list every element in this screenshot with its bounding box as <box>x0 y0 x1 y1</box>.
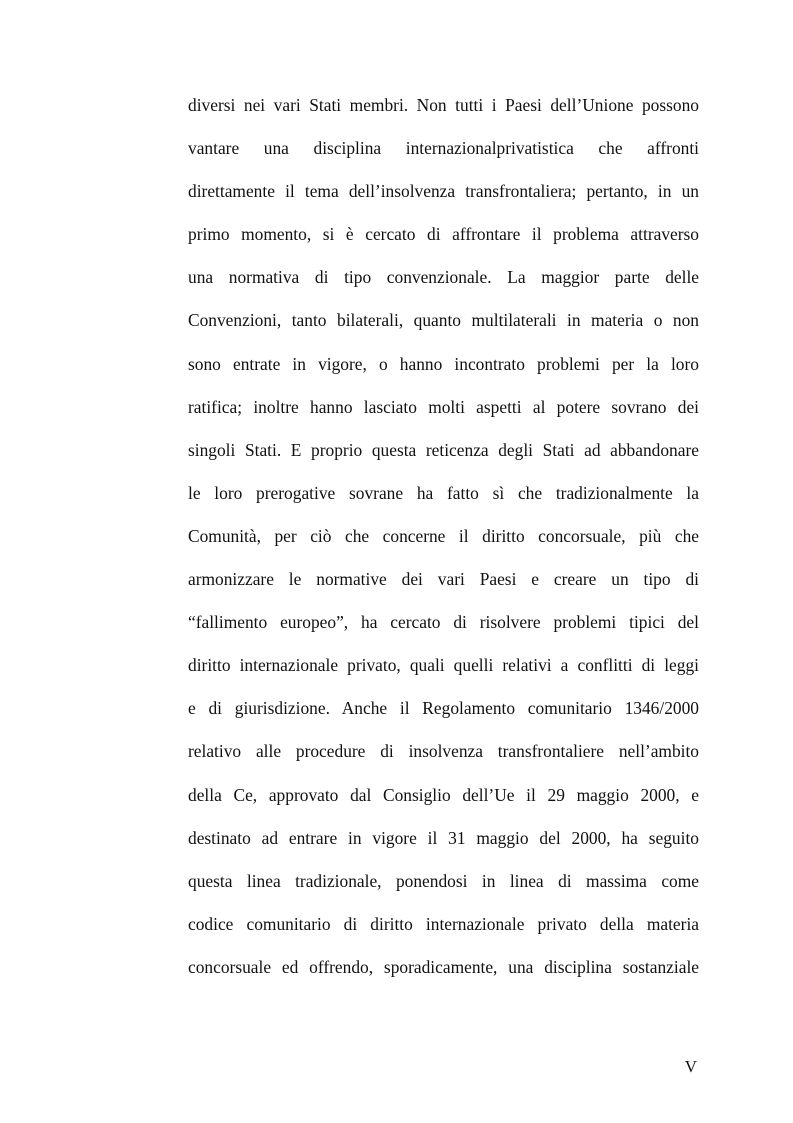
text-line: codice comunitario di diritto internazionale privato della materia <box>188 913 699 934</box>
text-line: le loro prerogative sovrane ha fatto sì che tradizionalmente la <box>188 482 699 503</box>
text-line: “fallimento europeo”, ha cercato di risolvere problemi tipici del <box>188 612 699 633</box>
text-line: della Ce, approvato dal Consiglio dell’Ue il 29 maggio 2000, e <box>188 784 699 805</box>
text-line: direttamente il tema dell’insolvenza transfrontaliera; pertanto, in un <box>188 181 699 202</box>
body-paragraph <box>188 88 699 993</box>
text-line: ratifica; inoltre hanno lasciato molti aspetti al potere sovrano dei <box>188 396 699 417</box>
text-line: diritto internazionale privato, quali quelli relativi a conflitti di leggi <box>188 655 699 676</box>
text-line: primo momento, si è cercato di affrontare il problema attraverso <box>188 224 699 245</box>
page-number: V <box>684 1057 697 1076</box>
text-line: singoli Stati. E proprio questa reticenza degli Stati ad abbandonare <box>188 439 699 460</box>
text-line: armonizzare le normative dei vari Paesi e creare un tipo di <box>188 569 699 590</box>
text-line: diversi nei vari Stati membri. Non tutti i Paesi dell’Unione possono <box>188 95 699 115</box>
text-line: questa linea tradizionale, ponendosi in linea di massima come <box>188 870 699 891</box>
text-line: destinato ad entrare in vigore il 31 maggio del 2000, ha seguito <box>188 827 699 848</box>
text-line: Comunità, per ciò che concerne il diritto concorsuale, più che <box>188 525 699 546</box>
text-line: Convenzioni, tanto bilaterali, quanto multilaterali in materia o non <box>188 310 699 331</box>
text-line: sono entrate in vigore, o hanno incontrato problemi per la loro <box>188 353 699 374</box>
text-line: vantare una disciplina internazionalprivatistica che affronti <box>188 138 699 159</box>
text-line: concorsuale ed offrendo, sporadicamente, una disciplina sostanziale <box>188 956 699 977</box>
text-line: e di giurisdizione. Anche il Regolamento comunitario 1346/2000 <box>188 698 699 719</box>
text-line: una normativa di tipo convenzionale. La maggior parte delle <box>188 267 699 288</box>
text-line: relativo alle procedure di insolvenza transfrontaliere nell’ambito <box>188 741 699 762</box>
